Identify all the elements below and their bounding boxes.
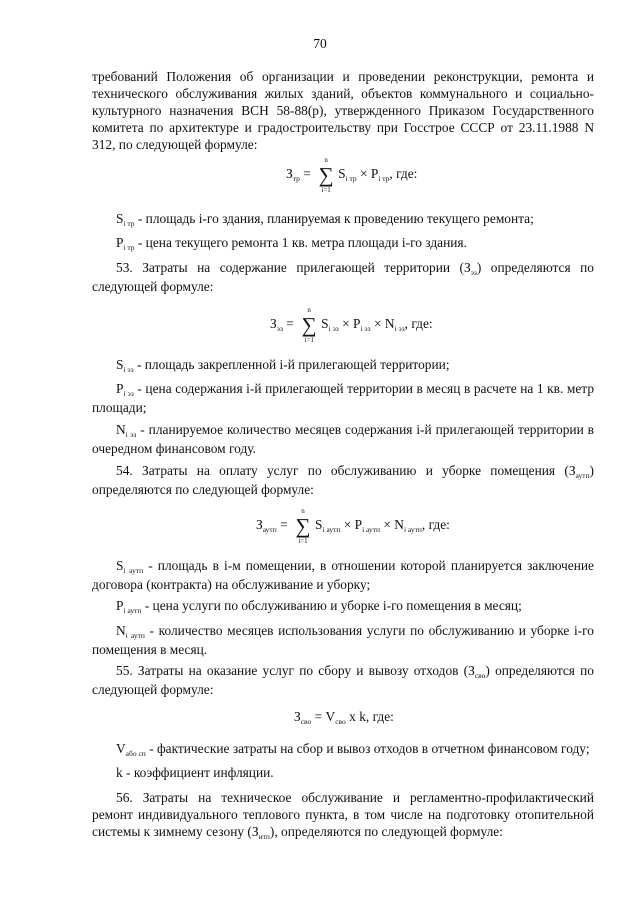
definition-p-ez: $P_{i эз}$ - цена содержания i-й прилегающей территории в месяц в расчете на 1 кв. метр площади; [92, 381, 595, 415]
formula-tr: $З_{тр}$ = n ∑ i=1 $S_{i тр} \times P_{i тр}$, где: [286, 156, 418, 194]
formula-svo: $З_{сво} = V_{сво}$ x k, где: [294, 709, 394, 726]
paragraph-54: 54. Затраты на оплату услуг по обслуживанию и уборке помещения $(З_{аутп})$ определяются по следующей формуле: [92, 463, 594, 497]
paragraph-56: 56. Затраты на техническое обслуживание и регламентно-профилактический ремонт индивидуального теплового пункта, в том числе на подготовку отопительной системы к зимнему сезону $(З_{итп})$, определяются по следующей формуле: [92, 790, 594, 841]
definition-n-autp: $N_{i аутп}$ - количество месяцев использования услуги по обслуживанию и уборке i-го помещения в месяц. [92, 623, 594, 657]
paragraph-55: 55. Затраты на оказание услуг по сбору и вывозу отходов $(З_{сво})$ определяются по следующей формуле: [92, 663, 594, 697]
definition-s-ez: $S_{i эз}$ - площадь закрепленной i-й прилегающей территории; [116, 357, 450, 374]
sum-symbol: n ∑ i=1 [295, 507, 311, 545]
paragraph-53: 53. Затраты на содержание прилегающей территории $(З_{эз})$ определяются по следующей формуле: [92, 260, 594, 294]
formula-ez: $З_{эз}$ = n ∑ i=1 $S_{i эз} \times P_{i эз} \times N_{i эз}$, где: [270, 306, 433, 344]
definition-k: k - коэффициент инфляции. [116, 765, 274, 780]
formula-autp: $З_{аутп}$ = n ∑ i=1 $S_{i аутп} \times P_{i аутп} \times N_{i аутп}$, где: [256, 507, 450, 545]
definition-p-autp: $P_{i аутп}$ - цена услуги по обслуживанию и уборке i-го помещения в месяц; [116, 598, 522, 615]
definition-v-svo: $V_{або сп}$ - фактические затраты на сбор и вывоз отходов в отчетном финансовом году; [116, 741, 590, 758]
sum-symbol: n ∑ i=1 [318, 156, 334, 194]
definition-p-tr: $P_{i тр}$ - цена текущего ремонта 1 кв. метра площади i-го здания. [116, 235, 467, 252]
sum-symbol: n ∑ i=1 [301, 306, 317, 344]
definition-n-ez: $N_{i эз}$ - планируемое количество месяцев содержания i-й прилегающей территории в очередном финансовом году. [92, 422, 594, 456]
page-number: 70 [313, 36, 327, 51]
intro-paragraph: требований Положения об организации и проведении реконструкции, ремонта и технического обслуживания жилых зданий, объектов коммунального и социально-культурного назначения ВСН 58-88(р), утвержденного Приказом Государственного комитета по архитектуре и градостроительству при Госстрое СССР от 23.11.1988 N 312, по следующей формуле: [92, 69, 594, 152]
definition-s-autp: $S_{i аутп}$ - площадь в i-м помещении, в отношении которой планируется заключение договора (контракта) на обслуживание и уборку; [92, 558, 594, 592]
definition-s-tr: $S_{i тр}$ - площадь i-го здания, планируемая к проведению текущего ремонта; [116, 211, 534, 228]
